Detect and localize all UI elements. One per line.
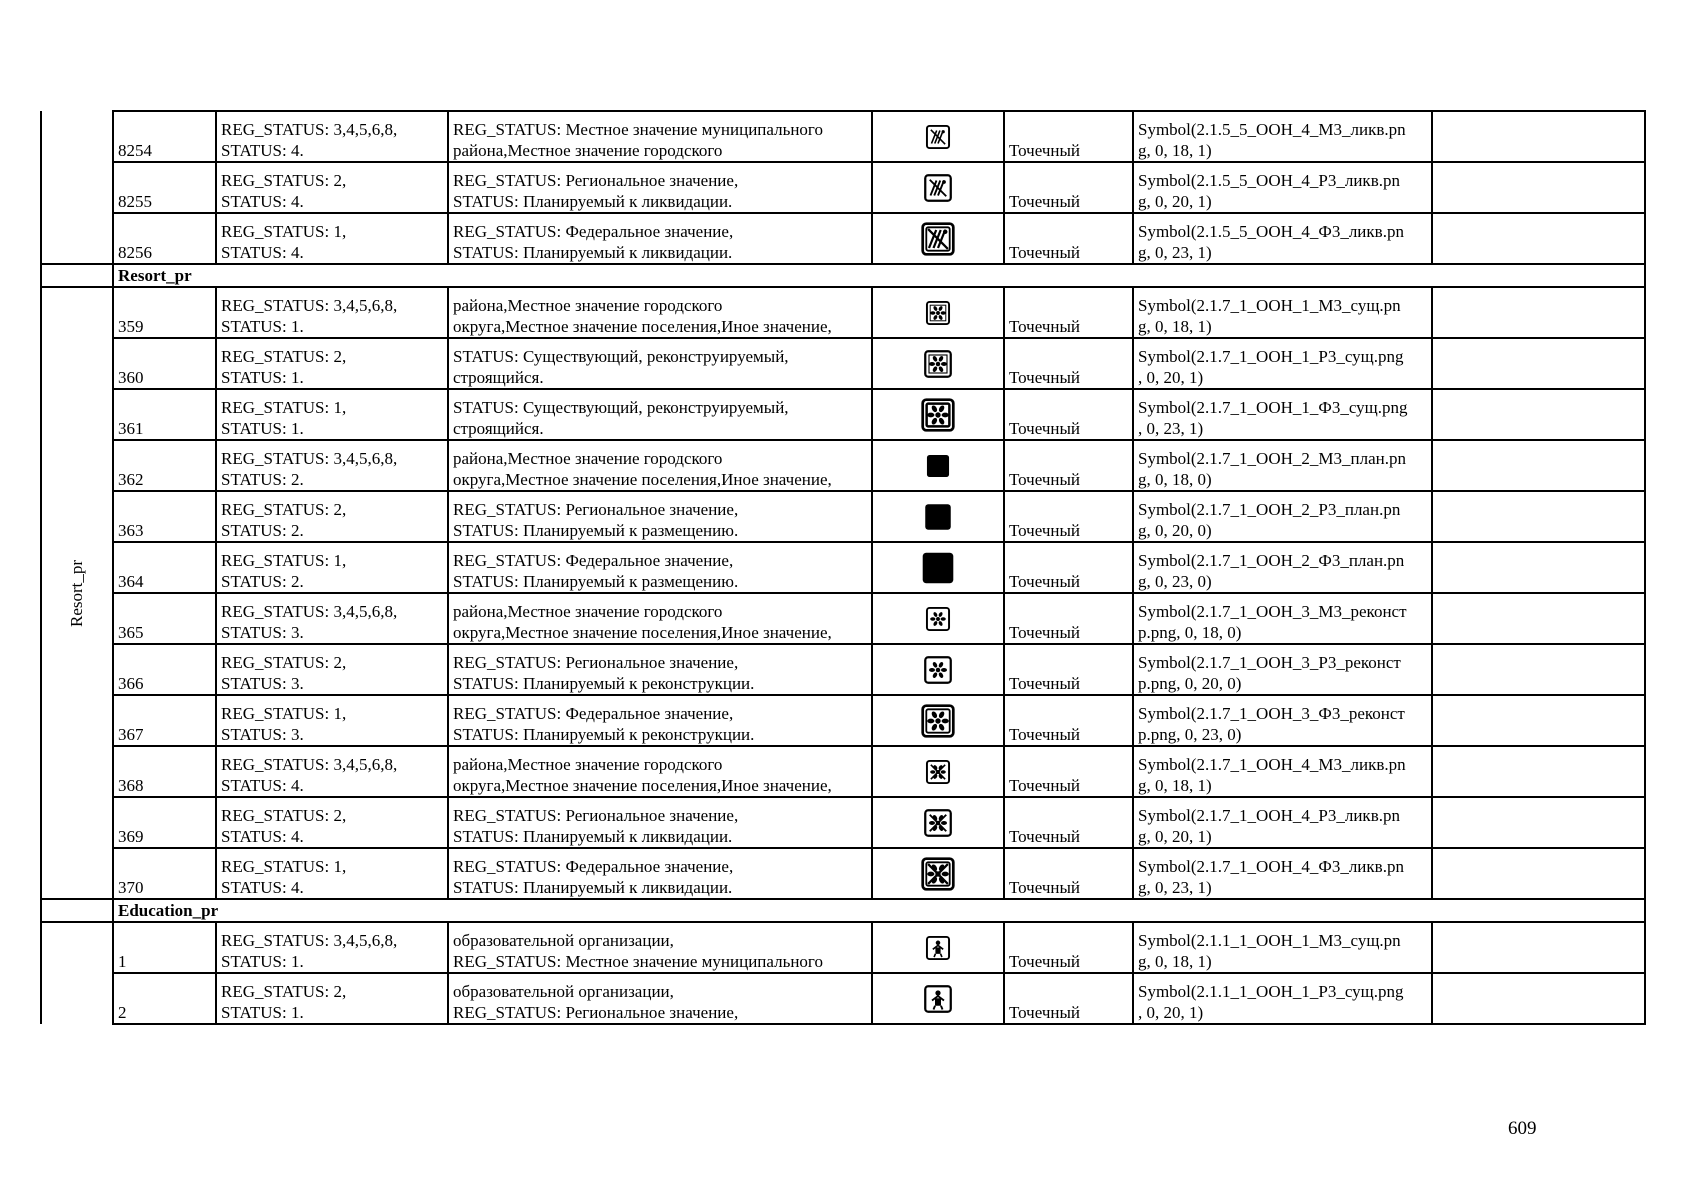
filter-cell xyxy=(216,440,448,491)
style-cell-line: Symbol(2.1.1_1_OOH_1_P3_сущ.png xyxy=(1138,982,1404,1001)
filter-cell-line: STATUS: 2. xyxy=(221,521,304,540)
group-label-cell xyxy=(41,111,113,264)
table-row xyxy=(41,695,1645,746)
description-cell-line: STATUS: Планируемый к ликвидации. xyxy=(453,878,733,897)
filter-cell-line: STATUS: 3. xyxy=(221,725,304,744)
filter-cell-line: REG_STATUS: 1, xyxy=(221,222,347,241)
page-number: 609 xyxy=(1508,1118,1537,1139)
description-cell-line: строящийся. xyxy=(453,368,544,387)
style-cell-line: g, 0, 20, 0) xyxy=(1138,521,1212,540)
symbol-cell xyxy=(872,162,1004,213)
row-id: 362 xyxy=(113,440,216,491)
description-cell xyxy=(448,973,872,1024)
style-cell-line: , 0, 23, 1) xyxy=(1138,419,1204,438)
style-cell-line: Symbol(2.1.7_1_OOH_3_Ф3_реконст xyxy=(1138,704,1405,723)
filter-cell-line: STATUS: 2. xyxy=(221,470,304,489)
description-cell xyxy=(448,287,872,338)
style-cell-line: g, 0, 18, 1) xyxy=(1138,317,1212,336)
style-cell-line: Symbol(2.1.7_1_OOH_4_P3_ликв.pn xyxy=(1138,806,1400,825)
table-row xyxy=(41,746,1645,797)
filter-cell-line: REG_STATUS: 1, xyxy=(221,857,347,876)
style-cell-line: Symbol(2.1.7_1_OOH_2_P3_план.pn xyxy=(1138,500,1401,519)
style-cell xyxy=(1133,593,1432,644)
section-header-row xyxy=(41,899,1645,922)
empty-cell xyxy=(1432,797,1645,848)
filter-cell-line: STATUS: 1. xyxy=(221,1003,304,1022)
filter-cell-line: REG_STATUS: 2, xyxy=(221,806,347,825)
filter-cell-line: REG_STATUS: 3,4,5,6,8, xyxy=(221,449,398,468)
filter-cell xyxy=(216,491,448,542)
table-row xyxy=(41,848,1645,899)
section-lead-cell xyxy=(41,264,113,287)
row-id: 8255 xyxy=(113,162,216,213)
education-existing-icon xyxy=(923,984,953,1014)
description-cell-line: образовательной организации, xyxy=(453,931,674,950)
geometry-type: Точечный xyxy=(1004,644,1133,695)
empty-cell xyxy=(1432,542,1645,593)
empty-cell xyxy=(1432,338,1645,389)
row-id: 369 xyxy=(113,797,216,848)
filter-cell xyxy=(216,111,448,162)
geometry-type: Точечный xyxy=(1004,213,1133,264)
description-cell xyxy=(448,644,872,695)
table-row xyxy=(41,213,1645,264)
description-cell-line: REG_STATUS: Местное значение муниципального xyxy=(453,952,823,971)
style-cell xyxy=(1133,644,1432,695)
filter-cell-line: STATUS: 2. xyxy=(221,572,304,591)
resort-existing-icon xyxy=(925,300,951,326)
style-cell xyxy=(1133,213,1432,264)
description-cell xyxy=(448,338,872,389)
row-id: 8254 xyxy=(113,111,216,162)
symbol-cell xyxy=(872,111,1004,162)
description-cell-line: района,Местное значение городского xyxy=(453,755,723,774)
geometry-type: Точечный xyxy=(1004,695,1133,746)
style-cell-line: g, 0, 18, 1) xyxy=(1138,776,1212,795)
style-cell-line: Symbol(2.1.1_1_OOH_1_M3_сущ.pn xyxy=(1138,931,1401,950)
description-cell-line: округа,Местное значение поселения,Иное значение, xyxy=(453,623,832,642)
style-cell-line: Symbol(2.1.5_5_OOH_4_M3_ликв.pn xyxy=(1138,120,1406,139)
style-cell xyxy=(1133,797,1432,848)
description-cell-line: REG_STATUS: Местное значение муниципального xyxy=(453,120,823,139)
resort-existing-icon xyxy=(923,349,953,379)
empty-cell xyxy=(1432,111,1645,162)
geometry-type: Точечный xyxy=(1004,440,1133,491)
empty-cell xyxy=(1432,213,1645,264)
style-cell xyxy=(1133,111,1432,162)
description-cell-line: образовательной организации, xyxy=(453,982,674,1001)
filter-cell-line: STATUS: 3. xyxy=(221,623,304,642)
table-row xyxy=(41,593,1645,644)
filter-cell-line: REG_STATUS: 1, xyxy=(221,704,347,723)
filter-cell-line: REG_STATUS: 1, xyxy=(221,398,347,417)
filter-cell-line: STATUS: 4. xyxy=(221,827,304,846)
section-title: Resort_pr xyxy=(113,264,1645,287)
row-id: 367 xyxy=(113,695,216,746)
row-id: 8256 xyxy=(113,213,216,264)
description-cell-line: STATUS: Планируемый к размещению. xyxy=(453,521,739,540)
resort-liquidate-framed-icon xyxy=(920,856,956,892)
filter-cell xyxy=(216,695,448,746)
row-id: 2 xyxy=(113,973,216,1024)
description-cell-line: STATUS: Существующий, реконструируемый, xyxy=(453,347,789,366)
filter-cell xyxy=(216,644,448,695)
style-cell-line: g, 0, 18, 1) xyxy=(1138,952,1212,971)
description-cell xyxy=(448,797,872,848)
filter-cell-line: STATUS: 1. xyxy=(221,317,304,336)
filter-cell-line: STATUS: 4. xyxy=(221,878,304,897)
style-cell xyxy=(1133,338,1432,389)
resort-liquidate-icon xyxy=(925,759,951,785)
description-cell xyxy=(448,746,872,797)
symbol-cell xyxy=(872,922,1004,973)
style-cell-line: Symbol(2.1.7_1_OOH_2_M3_план.pn xyxy=(1138,449,1406,468)
description-cell-line: района,Местное значение городского xyxy=(453,602,723,621)
description-cell-line: округа,Местное значение поселения,Иное значение, xyxy=(453,776,832,795)
ooh-4-cross-framed-icon xyxy=(920,221,956,257)
geometry-type: Точечный xyxy=(1004,338,1133,389)
geometry-type: Точечный xyxy=(1004,593,1133,644)
style-cell-line: Symbol(2.1.5_5_OOH_4_P3_ликв.pn xyxy=(1138,171,1400,190)
row-id: 360 xyxy=(113,338,216,389)
description-cell-line: STATUS: Планируемый к размещению. xyxy=(453,572,739,591)
description-cell-line: STATUS: Планируемый к реконструкции. xyxy=(453,674,755,693)
row-id: 359 xyxy=(113,287,216,338)
empty-cell xyxy=(1432,389,1645,440)
style-cell-line: , 0, 20, 1) xyxy=(1138,1003,1204,1022)
resort-liquidate-icon xyxy=(923,808,953,838)
style-cell xyxy=(1133,542,1432,593)
description-cell-line: округа,Местное значение поселения,Иное значение, xyxy=(453,470,832,489)
filter-cell-line: REG_STATUS: 3,4,5,6,8, xyxy=(221,296,398,315)
style-cell-line: Symbol(2.1.7_1_OOH_3_P3_реконст xyxy=(1138,653,1401,672)
style-cell xyxy=(1133,440,1432,491)
style-cell-line: g, 0, 23, 0) xyxy=(1138,572,1212,591)
empty-cell xyxy=(1432,848,1645,899)
description-cell xyxy=(448,593,872,644)
description-cell xyxy=(448,162,872,213)
description-cell-line: REG_STATUS: Федеральное значение, xyxy=(453,222,734,241)
description-cell-line: REG_STATUS: Региональное значение, xyxy=(453,806,739,825)
filter-cell-line: REG_STATUS: 3,4,5,6,8, xyxy=(221,931,398,950)
empty-cell xyxy=(1432,973,1645,1024)
style-cell-line: , 0, 20, 1) xyxy=(1138,368,1204,387)
geometry-type: Точечный xyxy=(1004,287,1133,338)
education-existing-icon xyxy=(925,935,951,961)
filter-cell xyxy=(216,922,448,973)
symbol-cell xyxy=(872,593,1004,644)
table-row xyxy=(41,440,1645,491)
geometry-type: Точечный xyxy=(1004,746,1133,797)
description-cell-line: REG_STATUS: Региональное значение, xyxy=(453,500,739,519)
style-cell xyxy=(1133,973,1432,1024)
section-header-row xyxy=(41,264,1645,287)
geometry-type: Точечный xyxy=(1004,797,1133,848)
symbol-cell xyxy=(872,213,1004,264)
style-cell-line: Symbol(2.1.7_1_OOH_1_M3_сущ.pn xyxy=(1138,296,1401,315)
symbol-cell xyxy=(872,389,1004,440)
filter-cell xyxy=(216,746,448,797)
description-cell xyxy=(448,213,872,264)
geometry-type: Точечный xyxy=(1004,922,1133,973)
group-label-cell xyxy=(41,922,113,1024)
style-cell-line: g, 0, 18, 0) xyxy=(1138,470,1212,489)
filter-cell-line: REG_STATUS: 3,4,5,6,8, xyxy=(221,602,398,621)
description-cell xyxy=(448,848,872,899)
group-label: Resort_pr xyxy=(67,559,87,627)
resort-planned-icon xyxy=(925,453,951,479)
ooh-4-cross-icon xyxy=(923,173,953,203)
row-id: 370 xyxy=(113,848,216,899)
symbol-cell xyxy=(872,338,1004,389)
row-id: 364 xyxy=(113,542,216,593)
style-cell-line: Symbol(2.1.7_1_OOH_1_P3_сущ.png xyxy=(1138,347,1404,366)
symbol-cell xyxy=(872,695,1004,746)
section-title: Education_pr xyxy=(113,899,1645,922)
description-cell-line: STATUS: Существующий, реконструируемый, xyxy=(453,398,789,417)
symbol-cell xyxy=(872,287,1004,338)
symbol-cell xyxy=(872,848,1004,899)
symbol-cell xyxy=(872,746,1004,797)
description-cell-line: района,Местное значение городского xyxy=(453,296,723,315)
filter-cell xyxy=(216,389,448,440)
filter-cell-line: REG_STATUS: 2, xyxy=(221,500,347,519)
style-cell xyxy=(1133,162,1432,213)
filter-cell-line: REG_STATUS: 2, xyxy=(221,347,347,366)
style-cell-line: Symbol(2.1.7_1_OOH_2_Ф3_план.pn xyxy=(1138,551,1405,570)
geometry-type: Точечный xyxy=(1004,542,1133,593)
resort-existing-framed-icon xyxy=(920,397,956,433)
filter-cell-line: STATUS: 4. xyxy=(221,141,304,160)
empty-cell xyxy=(1432,162,1645,213)
table-row xyxy=(41,162,1645,213)
style-cell xyxy=(1133,287,1432,338)
symbol-cell xyxy=(872,973,1004,1024)
symbol-cell xyxy=(872,644,1004,695)
description-cell xyxy=(448,922,872,973)
description-cell xyxy=(448,695,872,746)
table-row xyxy=(41,389,1645,440)
description-cell-line: REG_STATUS: Региональное значение, xyxy=(453,653,739,672)
filter-cell-line: REG_STATUS: 2, xyxy=(221,982,347,1001)
style-cell-line: p.png, 0, 20, 0) xyxy=(1138,674,1242,693)
description-cell-line: района,Местное значение городского xyxy=(453,141,723,160)
resort-reconstruct-icon xyxy=(923,655,953,685)
row-id: 1 xyxy=(113,922,216,973)
filter-cell-line: REG_STATUS: 3,4,5,6,8, xyxy=(221,755,398,774)
filter-cell xyxy=(216,287,448,338)
table-row xyxy=(41,111,1645,162)
empty-cell xyxy=(1432,440,1645,491)
filter-cell xyxy=(216,973,448,1024)
empty-cell xyxy=(1432,491,1645,542)
symbol-cell xyxy=(872,491,1004,542)
style-cell xyxy=(1133,389,1432,440)
symbol-cell xyxy=(872,797,1004,848)
style-cell-line: p.png, 0, 18, 0) xyxy=(1138,623,1242,642)
description-cell-line: STATUS: Планируемый к реконструкции. xyxy=(453,725,755,744)
filter-cell xyxy=(216,797,448,848)
description-cell xyxy=(448,542,872,593)
description-cell-line: REG_STATUS: Федеральное значение, xyxy=(453,551,734,570)
description-cell-line: REG_STATUS: Федеральное значение, xyxy=(453,704,734,723)
ooh-4-cross-icon xyxy=(925,124,951,150)
symbol-style-table xyxy=(40,110,1646,1025)
style-cell xyxy=(1133,848,1432,899)
style-cell xyxy=(1133,922,1432,973)
resort-planned-icon xyxy=(923,502,953,532)
style-cell-line: Symbol(2.1.7_1_OOH_4_Ф3_ликв.pn xyxy=(1138,857,1404,876)
style-cell-line: Symbol(2.1.7_1_OOH_1_Ф3_сущ.png xyxy=(1138,398,1408,417)
table-row xyxy=(41,922,1645,973)
description-cell-line: района,Местное значение городского xyxy=(453,449,723,468)
symbol-cell xyxy=(872,440,1004,491)
style-cell-line: Symbol(2.1.5_5_OOH_4_Ф3_ликв.pn xyxy=(1138,222,1404,241)
filter-cell-line: REG_STATUS: 2, xyxy=(221,653,347,672)
filter-cell xyxy=(216,213,448,264)
row-id: 361 xyxy=(113,389,216,440)
filter-cell-line: REG_STATUS: 2, xyxy=(221,171,347,190)
style-cell-line: g, 0, 23, 1) xyxy=(1138,878,1212,897)
resort-reconstruct-icon xyxy=(925,606,951,632)
filter-cell-line: STATUS: 1. xyxy=(221,419,304,438)
section-lead-cell xyxy=(41,899,113,922)
filter-cell xyxy=(216,542,448,593)
empty-cell xyxy=(1432,746,1645,797)
filter-cell xyxy=(216,848,448,899)
geometry-type: Точечный xyxy=(1004,111,1133,162)
geometry-type: Точечный xyxy=(1004,848,1133,899)
filter-cell-line: STATUS: 1. xyxy=(221,952,304,971)
table-row xyxy=(41,542,1645,593)
empty-cell xyxy=(1432,695,1645,746)
filter-cell xyxy=(216,162,448,213)
empty-cell xyxy=(1432,922,1645,973)
filter-cell xyxy=(216,593,448,644)
table-row xyxy=(41,491,1645,542)
filter-cell-line: STATUS: 4. xyxy=(221,243,304,262)
description-cell-line: округа,Местное значение поселения,Иное значение, xyxy=(453,317,832,336)
geometry-type: Точечный xyxy=(1004,162,1133,213)
empty-cell xyxy=(1432,593,1645,644)
style-cell-line: Symbol(2.1.7_1_OOH_3_M3_реконст xyxy=(1138,602,1407,621)
table-row xyxy=(41,973,1645,1024)
description-cell-line: строящийся. xyxy=(453,419,544,438)
style-cell-line: p.png, 0, 23, 0) xyxy=(1138,725,1242,744)
geometry-type: Точечный xyxy=(1004,491,1133,542)
style-cell-line: g, 0, 18, 1) xyxy=(1138,141,1212,160)
filter-cell-line: STATUS: 4. xyxy=(221,776,304,795)
row-id: 366 xyxy=(113,644,216,695)
row-id: 368 xyxy=(113,746,216,797)
table-row xyxy=(41,287,1645,338)
description-cell xyxy=(448,440,872,491)
style-cell-line: g, 0, 20, 1) xyxy=(1138,192,1212,211)
style-cell-line: Symbol(2.1.7_1_OOH_4_M3_ликв.pn xyxy=(1138,755,1406,774)
style-cell-line: g, 0, 20, 1) xyxy=(1138,827,1212,846)
geometry-type: Точечный xyxy=(1004,389,1133,440)
symbol-cell xyxy=(872,542,1004,593)
description-cell xyxy=(448,389,872,440)
resort-planned-icon xyxy=(920,550,956,586)
row-id: 365 xyxy=(113,593,216,644)
style-cell xyxy=(1133,695,1432,746)
filter-cell-line: STATUS: 3. xyxy=(221,674,304,693)
table-row xyxy=(41,797,1645,848)
table-row xyxy=(41,338,1645,389)
description-cell-line: STATUS: Планируемый к ликвидации. xyxy=(453,827,733,846)
group-label-cell xyxy=(41,287,113,899)
style-cell xyxy=(1133,746,1432,797)
style-cell-line: g, 0, 23, 1) xyxy=(1138,243,1212,262)
row-id: 363 xyxy=(113,491,216,542)
filter-cell xyxy=(216,338,448,389)
description-cell-line: STATUS: Планируемый к ликвидации. xyxy=(453,243,733,262)
style-cell xyxy=(1133,491,1432,542)
description-cell xyxy=(448,491,872,542)
empty-cell xyxy=(1432,644,1645,695)
filter-cell-line: STATUS: 1. xyxy=(221,368,304,387)
description-cell xyxy=(448,111,872,162)
description-cell-line: REG_STATUS: Региональное значение, xyxy=(453,171,739,190)
geometry-type: Точечный xyxy=(1004,973,1133,1024)
resort-reconstruct-framed-icon xyxy=(920,703,956,739)
filter-cell-line: REG_STATUS: 3,4,5,6,8, xyxy=(221,120,398,139)
filter-cell-line: STATUS: 4. xyxy=(221,192,304,211)
description-cell-line: REG_STATUS: Федеральное значение, xyxy=(453,857,734,876)
filter-cell-line: REG_STATUS: 1, xyxy=(221,551,347,570)
empty-cell xyxy=(1432,287,1645,338)
description-cell-line: REG_STATUS: Региональное значение, xyxy=(453,1003,739,1022)
table-row xyxy=(41,644,1645,695)
description-cell-line: STATUS: Планируемый к ликвидации. xyxy=(453,192,733,211)
